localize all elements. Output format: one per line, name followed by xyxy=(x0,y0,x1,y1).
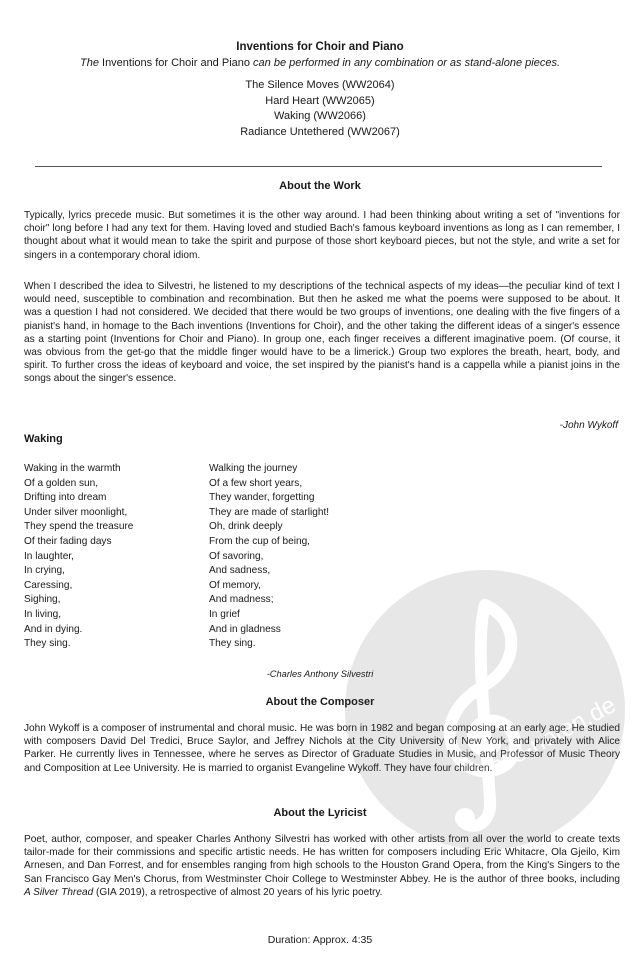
duration-label: Duration: Approx. 4:35 xyxy=(267,934,373,946)
poet-signature: -Charles Anthony Silvestri xyxy=(266,669,374,679)
piece-item: Radiance Untethered (WW2067) xyxy=(240,125,400,138)
poem-line: They spend the treasure xyxy=(24,521,134,533)
piece-item: Waking (WW2066) xyxy=(274,110,366,123)
lyricist-text-a: Poet, author, composer, and speaker Charles Anthony Silvestri has worked with other artists from all over the world to create texts tailor-made for their commissions and specific artistic needs. He has written for composers including Eric Whitacre, Ola Gjeilo, Kim Arnesen, and Dan Forrest, and for ensembles ranging from high schools to the Houston Grand Opera, from the King's Singers to the San Francisco Gay Men's Chorus, from Westminster Choir College to Westminster Abbey. He is the author of three books, including xyxy=(24,834,620,885)
about-composer-heading: About the Composer xyxy=(265,696,375,708)
poem-line: And in dying. xyxy=(24,623,83,635)
treble-clef-icon xyxy=(335,560,635,860)
poem-line: Sighing, xyxy=(24,594,61,606)
poem-line: In living, xyxy=(24,608,62,620)
watermark-text: alle-noten.de xyxy=(485,691,621,781)
subtitle-lead: The xyxy=(79,57,99,69)
poem-line: In crying, xyxy=(24,565,65,577)
author-signature: -John Wykoff xyxy=(559,420,618,431)
poem-title: Waking xyxy=(24,433,63,445)
poem-line: And in gladness xyxy=(209,623,281,635)
about-work-paragraph-2: When I described the idea to Silvestri, he listened to my descriptions of the technical aspects of my ideas—the peculiar kind of text I would need, susceptible to combination and recombination. But then he asked me what the poems were supposed to be about. It was a question I had not considered. We decided that there would be two groups of inventions, one dealing with the five fingers of a pianist's hand, in homage to the Bach inventions (Inventions for Choir), and the other taking the different ideas of a singer's essence as a starting point (Inventions for Choir and Piano). In group one, each finger receives a different imaginative poem. (Of course, it was obvious from the get-go that the middle finger would have to be a limerick.) Group two explores the breath, heart, body, and spirit. To further cross the ideas of keyboard and voice, the set inspired by the pianist's hand is a cappella while a pianist joins in the songs about the singer's essence. xyxy=(24,281,620,385)
poem-line: In grief xyxy=(209,608,240,620)
poem-line: Of savoring, xyxy=(209,550,264,562)
poem-line: Oh, drink deeply xyxy=(209,521,283,533)
about-work-paragraph-1: Typically, lyrics precede music. But sometimes it is the other way around. I had been thinking about writing a set of "inventions for choir" long before I had any text for them. Having loved and studied Bach's famous keyboard inventions as long as I can remember, I thought about what it would mean to take the spirit and purpose of those short keyboard pieces, but not the style, and write a set for singers in a contemporary choral idiom. xyxy=(24,210,620,261)
poem-column-2 xyxy=(209,462,329,652)
subtitle-tail: can be performed in any combination or as stand-alone pieces. xyxy=(253,57,561,69)
divider xyxy=(35,166,602,167)
poem-line: Waking in the warmth xyxy=(24,463,121,474)
piece-list xyxy=(0,78,640,140)
poem-line: They are made of starlight! xyxy=(209,506,330,518)
poem-line: Of a few short years, xyxy=(209,477,303,489)
page-subtitle xyxy=(0,57,640,69)
poem-column-1 xyxy=(24,462,133,652)
poem-line: They wander, forgetting xyxy=(209,492,315,504)
piece-item: The Silence Moves (WW2064) xyxy=(245,79,395,91)
about-lyricist-heading: About the Lyricist xyxy=(273,807,367,819)
about-composer-paragraph: John Wykoff is a composer of instrumental and choral music. He was born in 1982 and began composing at an early age. He studied with composers David Del Tredici, Bruce Saylor, and Jeffrey Nichols at the City University of New York, and privately with Alice Parker. He currently lives in Tennessee, where he serves as Director of Graduate Studies in Music, and Professor of Music Theory and Composition at Lee University. He is married to organist Evangeline Wykoff. They have four children. xyxy=(24,723,620,774)
poem-line: From the cup of being, xyxy=(209,535,310,547)
page-title: Inventions for Choir and Piano xyxy=(236,41,404,53)
poem-line: And madness; xyxy=(209,594,274,606)
poem-line: Drifting into dream xyxy=(24,492,107,504)
poem-line: They sing. xyxy=(209,638,256,650)
poem-line: Of a golden sun, xyxy=(24,477,99,489)
poem-line: They sing. xyxy=(24,638,71,650)
book-title: A Silver Thread xyxy=(24,886,94,898)
lyricist-text-b: (GIA 2019), a retrospective of almost 20 years of his lyric poetry. xyxy=(93,886,383,898)
subtitle-plain: Inventions for Choir and Piano xyxy=(98,57,254,69)
poem-line: Of their fading days xyxy=(24,535,112,547)
about-work-heading: About the Work xyxy=(279,180,361,192)
poem-line: And sadness, xyxy=(209,565,271,577)
poem-line: In laughter, xyxy=(24,550,74,562)
poem-line: Caressing, xyxy=(24,579,73,591)
poem-line: Under silver moonlight, xyxy=(24,506,128,518)
poem-line: Walking the journey xyxy=(209,463,298,474)
poem-line: Of memory, xyxy=(209,579,261,591)
piece-item: Hard Heart (WW2065) xyxy=(265,94,375,107)
